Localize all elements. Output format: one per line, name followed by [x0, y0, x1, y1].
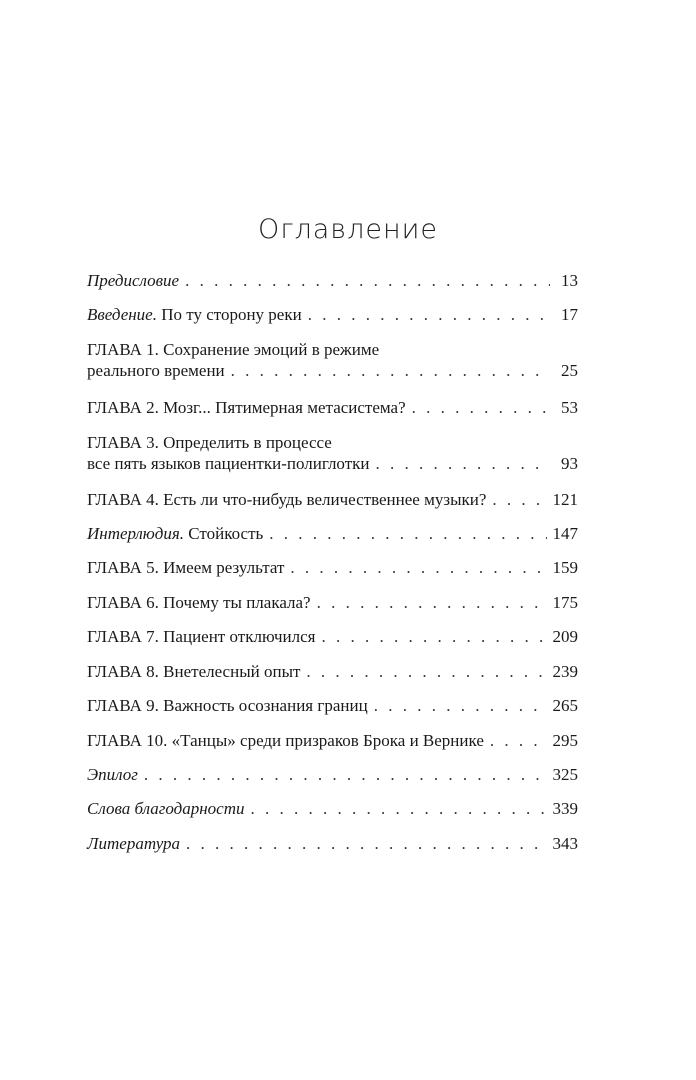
dot-leader — [374, 695, 547, 716]
toc-page-number: 339 — [552, 799, 578, 818]
dot-leader — [376, 453, 551, 474]
toc-page-number: 343 — [552, 834, 578, 853]
dot-leader — [185, 270, 550, 291]
toc-entry-chapter-6[interactable]: ГЛАВА 6. Почему ты плакала? . . . 175 — [87, 592, 578, 613]
toc-entry-epilogue[interactable]: Эпилог . . . 325 — [87, 764, 578, 785]
toc-page-number: 175 — [552, 593, 578, 612]
dot-leader — [231, 360, 550, 381]
toc-page-number: 25 — [561, 361, 578, 380]
toc-page-number: 295 — [552, 731, 578, 750]
toc-entry-first-line: ГЛАВА 3. Определить в процессе — [87, 433, 332, 452]
dot-leader — [322, 626, 547, 647]
toc-entry-chapter-2[interactable]: ГЛАВА 2. Мозг... Пятимерная метасистема? . . . 53 — [87, 397, 578, 418]
dot-leader — [306, 661, 546, 682]
dot-leader — [308, 304, 550, 325]
toc-entry-introduction[interactable]: Введение. По ту сторону реки . . . 17 — [87, 304, 578, 325]
toc-page-number: 239 — [552, 662, 578, 681]
toc-page-number: 147 — [552, 524, 578, 543]
dot-leader — [269, 523, 546, 544]
toc-page-number: 93 — [561, 454, 578, 473]
toc-entry-first-line: ГЛАВА 1. Сохранение эмоций в режиме — [87, 340, 380, 359]
toc-page-number: 17 — [561, 305, 578, 324]
toc-entry-chapter-4[interactable]: ГЛАВА 4. Есть ли что-нибудь величественнее музыки? . . . 121 — [87, 489, 578, 510]
toc-page-number: 53 — [561, 398, 578, 417]
toc-entry-chapter-1[interactable]: ГЛАВА 1. Сохранение эмоций в режиме реального времени . . . 25 — [87, 339, 578, 381]
dot-leader — [250, 798, 546, 819]
dot-leader — [492, 489, 546, 510]
dot-leader — [144, 764, 547, 785]
toc-entry-chapter-7[interactable]: ГЛАВА 7. Пациент отключился . . . 209 — [87, 626, 578, 647]
toc-entry-acknowledgements[interactable]: Слова благодарности . . . 339 — [87, 798, 578, 819]
toc-page-number: 325 — [552, 765, 578, 784]
toc-page-number: 13 — [561, 271, 578, 290]
dot-leader — [317, 592, 547, 613]
toc-entry-chapter-3[interactable]: ГЛАВА 3. Определить в процессе все пять языков пациентки-полиглотки . . . 93 — [87, 432, 578, 474]
toc-page-number: 209 — [552, 627, 578, 646]
toc-entry-chapter-8[interactable]: ГЛАВА 8. Внетелесный опыт . . . 239 — [87, 661, 578, 682]
toc-page-number: 121 — [552, 490, 578, 509]
dot-leader — [412, 397, 550, 418]
toc-title: Оглавление — [257, 214, 439, 245]
toc-entry-bibliography[interactable]: Литература . . . 343 — [87, 833, 578, 854]
toc-page-number: 159 — [552, 558, 578, 577]
toc-entry-chapter-9[interactable]: ГЛАВА 9. Важность осознания границ . . . 265 — [87, 695, 578, 716]
toc-entry-chapter-10[interactable]: ГЛАВА 10. «Танцы» среди призраков Брока и Вернике . . . 295 — [87, 730, 578, 751]
dot-leader — [290, 557, 546, 578]
toc-entry-preface[interactable]: Предисловие . . . 13 — [87, 270, 578, 291]
dot-leader — [186, 833, 546, 854]
toc-entry-chapter-5[interactable]: ГЛАВА 5. Имеем результат . . . 159 — [87, 557, 578, 578]
toc-page-number: 265 — [552, 696, 578, 715]
toc-entry-interlude[interactable]: Интерлюдия. Стойкость . . . 147 — [87, 523, 578, 544]
dot-leader — [490, 730, 547, 751]
